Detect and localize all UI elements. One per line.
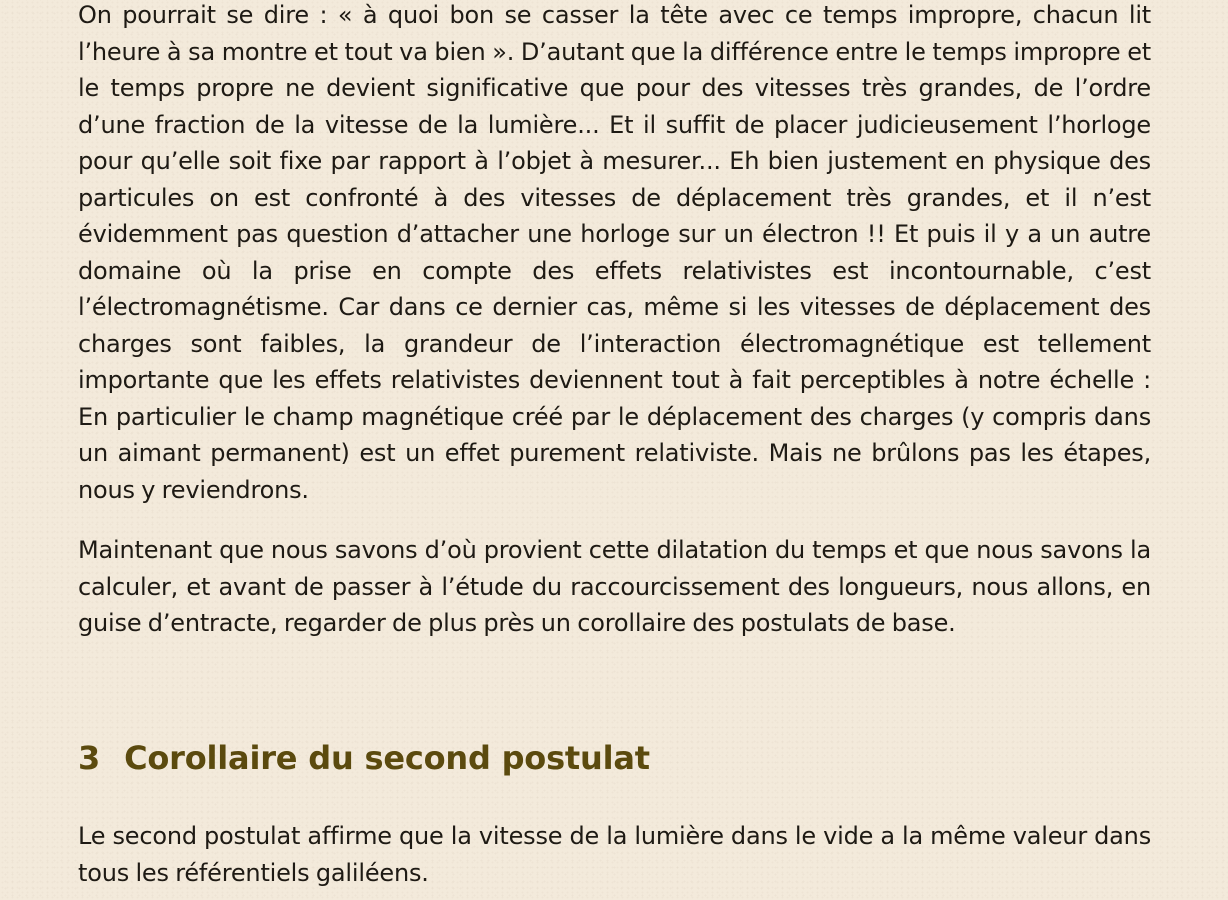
paragraph-temps-impropre: On pourrait se dire : « à quoi bon se casser la tête avec ce temps impropre, chacun lit l’heure à sa montre et tout va bien ». D’autant que la différence entre le temps impropre et le temps propre ne devient significative que pour des vitesses très grandes, de l’ordre d’une fraction de la vitesse de la lumière... Et il suffit de placer judicieusement l’horloge pour qu’elle soit fixe par rapport à l’objet à mesurer... Eh bien justement en physique des particules on est confronté à des vitesses de déplacement très grandes, et il n’est évidemment pas question d’attacher une horloge sur un électron !! Et puis il y a un autre domaine où la prise en compte des effets relativistes est incontournable, c’est l’électromagnétisme. Car dans ce dernier cas, même si les vitesses de déplacement des charges sont faibles, la grandeur de l’interaction électromagnétique est tellement importante que les effets relativistes deviennent tout à fait perceptibles à notre échelle : En particulier le champ magnétique créé par le déplacement des charges (y compris dans un aimant permanent) est un effet purement relativiste. Mais ne brûlons pas les étapes, nous y reviendrons. — [78, 1, 1151, 504]
paragraph-second-postulat: Le second postulat affirme que la vitesse de la lumière dans le vide a la même valeur dans tous les référentiels galiléens. — [78, 822, 1151, 887]
paragraph-dilatation-temps: Maintenant que nous savons d’où provient cette dilatation du temps et que nous savons la calculer, et avant de passer à l’étude du raccourcissement des longueurs, nous allons, en guise d’entracte, regarder de plus près un corollaire des postulats de base. — [78, 536, 1151, 637]
section-title: Corollaire du second postulat — [124, 739, 650, 777]
section-number: 3 — [78, 739, 101, 777]
section-heading — [78, 734, 650, 782]
